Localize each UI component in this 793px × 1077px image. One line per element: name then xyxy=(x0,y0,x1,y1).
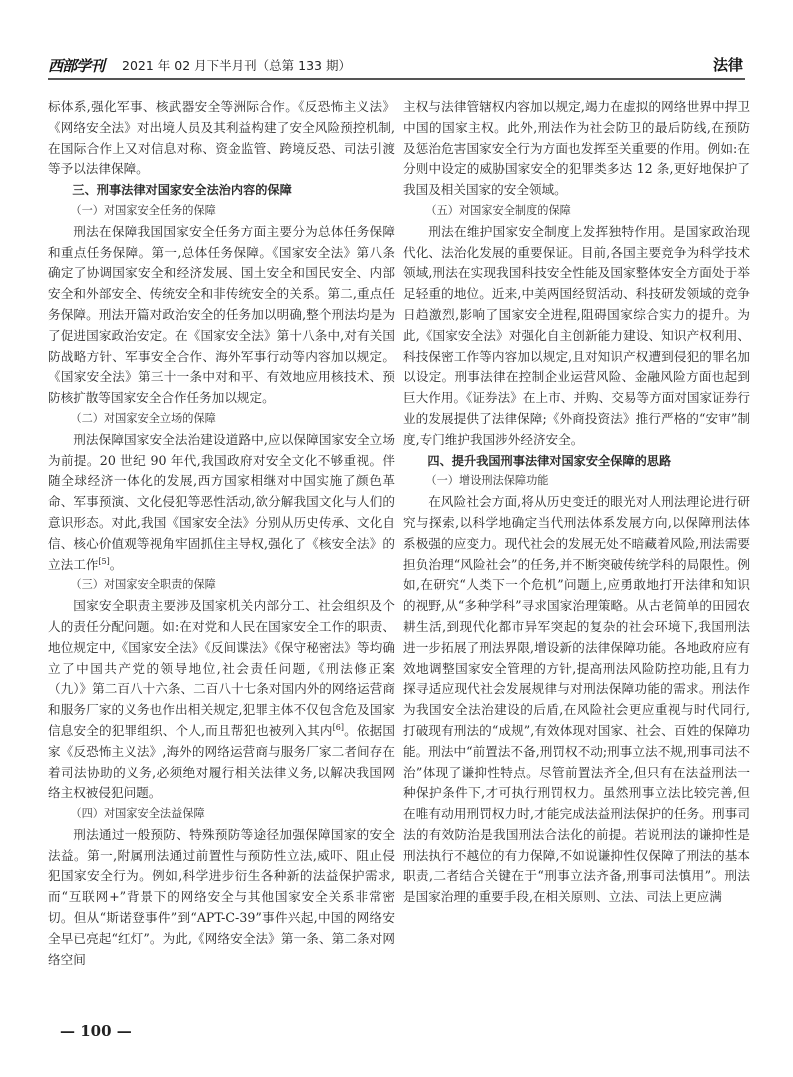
subsection-heading: （四）对国家安全法益保障 xyxy=(70,807,205,821)
page-header xyxy=(48,54,745,80)
body-paragraph: 标体系,强化军事、核武器安全等洲际合作。《反恐怖主义法》《网络安全法》对出境人员及其利益构建了安全风险预控机制,在国际合作上又对信息对称、资金监管、跨境反恐、司法引渡等予以法律保障。 xyxy=(48,99,395,177)
issue-info: 2021 年 02 月下半月刊（总第 133 期） xyxy=(122,58,351,73)
section-heading: 三、刑事法律对国家安全法治内容的保障 xyxy=(72,183,292,198)
body-paragraph xyxy=(48,430,395,576)
right-column xyxy=(403,97,750,908)
paragraph-text: 。依据国家《反恐怖主义法》,海外的网络运营商与服务厂家二者间存在着司法协助的义务,必须绝对履行相关法律义务,以解决我国网络主权被侵犯问题。 xyxy=(48,722,395,801)
body-paragraph: 主权与法律管辖权内容加以规定,竭力在虚拟的网络世界中捍卫中国的国家主权。此外,刑法作为社会防卫的最后防线,在预防及惩治危害国家安全行为方面也发挥至关重要的作用。例如:在分则中设定的威胁国家安全的犯罪类多达 12 条,更好地保护了我国及相关国家的安全领域。 xyxy=(403,99,750,198)
body-paragraph: 刑法在保障我国国家安全任务方面主要分为总体任务保障和重点任务保障。第一,总体任务保障。《国家安全法》第八条确定了协调国家安全和经济发展、国土安全和国民安全、内部安全和外部安全、传统安全和非传统安全的关系。第二,重点任务保障。刑法开篇对政治安全的任务加以明确,整个刑法均是为了促进国家政治安定。在《国家安全法》第十八条中,对有关国防战略方针、军事安全合作、海外军事行动等内容加以规定。《国家安全法》第三十一条中对和平、有效地应用核技术、预防核扩散等国家安全合作任务加以规定。 xyxy=(48,223,395,406)
body-paragraph: 刑法在维护国家安全制度上发挥独特作用。是国家政治现代化、法治化发展的重要保证。目前,各国主要竞争为科学技术领域,刑法在实现我国科技安全性能及国家整体安全方面处于举足轻重的地位。近来,中美两国经贸活动、科技研发领域的竞争日趋激烈,影响了国家安全进程,阻碍国家综合实力的提升。为此,《国家安全法》对强化自主创新能力建设、知识产权利用、科技保密工作等内容加以规定,且对知识产权遭到侵犯的罪名加以设定。刑事法律在控制企业运营风险、金融风险方面也起到巨大作用。《证券法》在上市、并购、交易等方面对国家证券行业的发展提供了法律保障;《外商投资法》推行严格的“安审”制度,专门维护我国涉外经济安全。 xyxy=(403,223,750,447)
left-column xyxy=(48,97,395,970)
subsection-heading: （一）增设刑法保障功能 xyxy=(425,474,549,488)
subsection-heading: （二）对国家安全立场的保障 xyxy=(70,411,216,425)
body-paragraph: 在风险社会方面,将从历史变迁的眼光对人刑法理论进行研究与探索,以科学地确定当代刑法体系发展方向,以保障刑法体系极强的应变力。现代社会的发展无处不暗藏着风险,刑法需要担负治理“风险社会”的任务,并不断突破传统学科的局限性。例如,在研究“人类下一个危机”问题上,应勇敢地打开法律和知识的视野,从“多种学科”寻求国家治理策略。从古老简单的田园农耕生活,到现代化都市异军突起的复杂的社会环境下,我国刑法进一步拓展了刑法界限,增设新的法律保障功能。各地政府应有效地调整国家安全管理的方针,提高刑法风险防控功能,且有力探寻适应现代社会发展规律与对刑法保障功能的需求。刑法作为我国安全法治建设的后盾,在风险社会更应重视与时代同行,打破现有刑法的“成规”,有效体现对国家、社会、百姓的保障功能。刑法中“前置法不备,刑罚权不动;刑事立法不规,刑事司法不治”体现了谦抑性特点。尽管前置法齐全,但只有在法益刑法一种保护条件下,才可执行刑罚权力。虽然刑事立法比较完善,但在唯有动用刑罚权力时,才能完成法益刑法保护的任务。刑事司法的有效防治是我国刑法合法化的前提。若说刑法的谦抑性是刑法执行不越位的有力保障,不如说谦抑性仅保障了刑法的基本职责,二者结合关键在于“刑事立法齐备,刑事司法慎用”。刑法是国家治理的重要手段,在相关原则、立法、司法上更应满 xyxy=(403,494,750,905)
citation-ref: [5] xyxy=(98,556,110,566)
page-number: — 100 — xyxy=(60,1022,132,1040)
subsection-heading: （一）对国家安全任务的保障 xyxy=(70,203,216,217)
paragraph-text: 国家安全职责主要涉及国家机关内部分工、社会组织及个人的责任分配问题。如:在对党和人民在国家安全工作的职责、地位规定中,《国家安全法》《反间谍法》《保守秘密法》等均确立了中国共产党的领导地位,社会责任问题,《刑法修正案（九）》第二百八十六条、二百八十七条对国内外的网络运营商和服务厂家的义务也作出相关规定,犯罪主体不仅包含危及国家信息安全的犯罪组织、个人,而且帮犯也被列入其内 xyxy=(48,598,395,738)
citation-ref: [6] xyxy=(332,722,344,732)
paragraph-text: 刑法保障国家安全法治建设道路中,应以保障国家安全立场为前提。20 世纪 90 年代,我国政府对安全文化不够重视。伴随全球经济一体化的发展,西方国家相继对中国实施了颜色革命、军事预演、文化侵犯等恶性活动,欲分解我国文化与人们的意识形态。对此,我国《国家安全法》分别从历史传承、文化自信、核心价值观等视角牢固抓住主导权,强化了《核安全法》的立法工作 xyxy=(48,431,395,572)
section-label: 法律 xyxy=(712,56,743,74)
body-paragraph xyxy=(48,596,395,804)
subsection-heading: （五）对国家安全制度的保障 xyxy=(425,203,571,217)
section-heading: 四、提升我国刑事法律对国家安全保障的思路 xyxy=(427,453,672,468)
paragraph-text: 。 xyxy=(109,556,123,572)
body-paragraph: 刑法通过一般预防、特殊预防等途径加强保障国家的安全法益。第一,附属刑法通过前置性与预防性立法,威吓、阻止侵犯国家安全行为。例如,科学进步衍生各种新的法益保护需求,而“互联网+”背景下的网络安全与其他国家安全关系非常密切。但从“斯诺登事件”到“APT-C-39”事件兴起,中国的网络安全早已亮起“红灯”。为此,《网络安全法》第一条、第二条对网络空间 xyxy=(48,826,395,967)
subsection-heading: （三）对国家安全职责的保障 xyxy=(70,578,216,592)
journal-logo: 西部学刊 xyxy=(48,57,105,75)
